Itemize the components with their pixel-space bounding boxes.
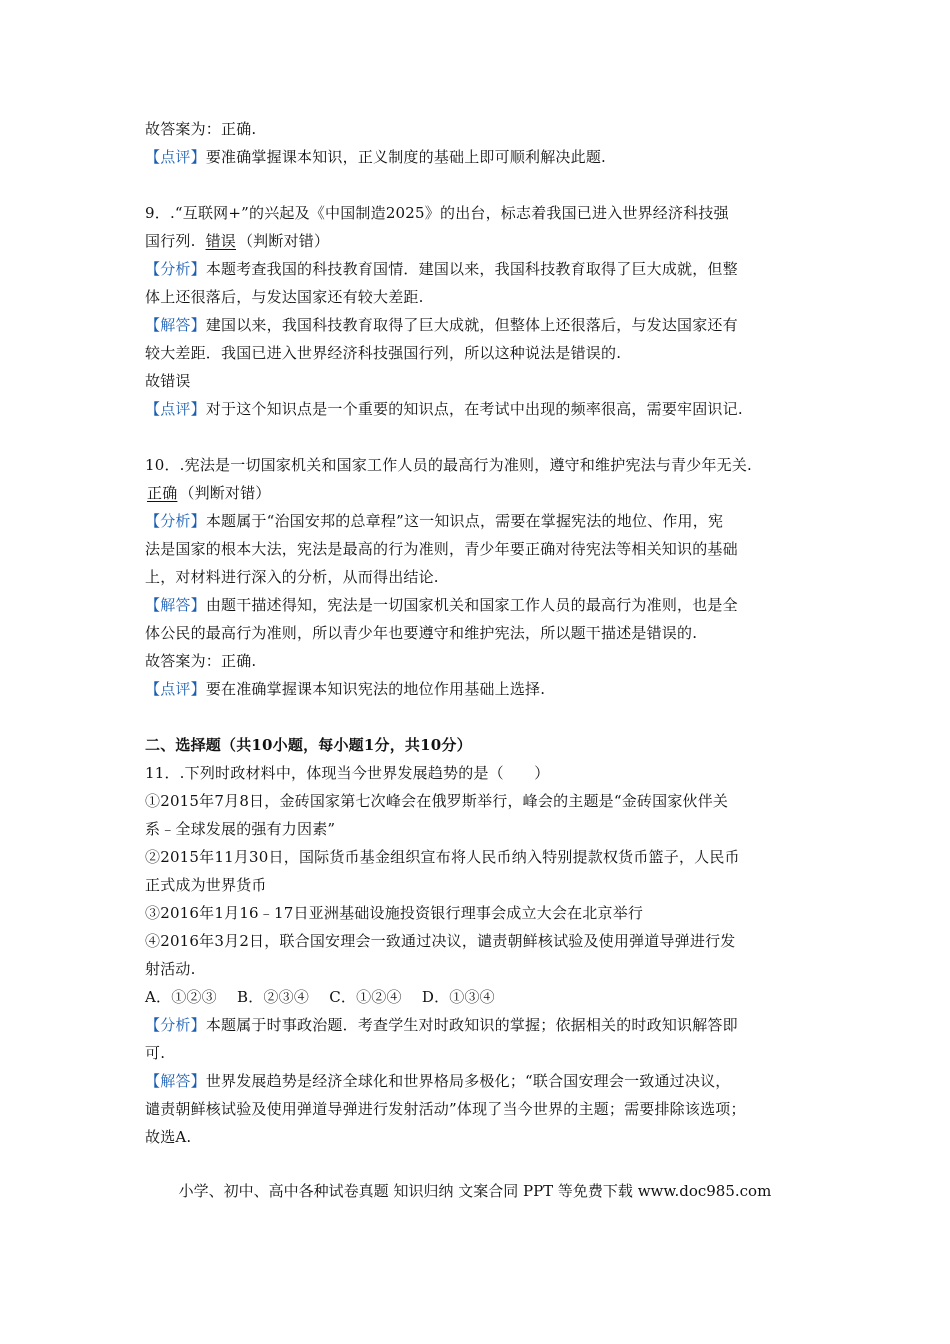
q11-item1-line1: ①2015年7月8日，金砖国家第七次峰会在俄罗斯举行，峰会的主题是“金砖国家伙伴关: [145, 792, 729, 810]
q10-analysis-text: 本题属于“治国安邦的总章程”这一知识点，需要在掌握宪法的地位、作用，宪: [205, 512, 724, 530]
q11-item4-line2: 射活动.: [145, 960, 196, 978]
q10-solution-text: 由题干描述得知，宪法是一切国家机关和国家工作人员的最高行为准则，也是全: [205, 596, 738, 614]
q9-stem-pre: 国行列.: [145, 232, 196, 250]
q9-comment-text: 对于这个知识点是一个重要的知识点，在考试中出现的频率很高，需要牢固识记.: [205, 400, 743, 418]
q11-solution-line1: [145, 1071, 731, 1091]
q9-stem-line2: [145, 231, 329, 251]
q10-analysis-line1: [145, 511, 723, 531]
q10-analysis-line2: 法是国家的根本大法，宪法是最高的行为准则，青少年要正确对待宪法等相关知识的基础: [145, 540, 738, 558]
q11-solution-line2: 谴责朝鲜核试验及使用弹道导弹进行发射活动”体现了当今世界的主题；需要排除该选项；: [145, 1100, 746, 1118]
q9-solution-text: 建国以来，我国科技教育取得了巨大成就，但整体上还很落后，与发达国家还有: [205, 316, 738, 334]
q11-item3: ③2016年1月16﹣17日亚洲基础设施投资银行理事会成立大会在北京举行: [145, 904, 644, 922]
q11-solution-text: 世界发展趋势是经济全球化和世界格局多极化；“联合国安理会一致通过决议，: [205, 1072, 731, 1090]
q9-solution-line2: 较大差距．我国已进入世界经济科技强国行列，所以这种说法是错误的.: [145, 344, 622, 362]
q9-answer-blank: 错误: [205, 232, 236, 250]
comment-tag: 【点评】: [145, 400, 206, 418]
q9-conclusion: 故错误: [145, 372, 191, 390]
q11-item1-line2: 系﹣全球发展的强有力因素”: [145, 820, 336, 838]
q10-stem-post: （判断对错）: [179, 484, 271, 502]
q11-conclusion: 故选A.: [145, 1128, 192, 1146]
q10-stem-line2: [145, 483, 271, 503]
q11-options: A．①②③ B．②③④ C．①②④ D．①③④: [145, 988, 495, 1006]
q11-item2-line2: 正式成为世界货币: [145, 876, 267, 894]
q9-analysis-line1: [145, 259, 738, 279]
comment-tag: 【点评】: [145, 148, 206, 166]
q10-comment: [145, 679, 545, 699]
solution-tag: 【解答】: [145, 316, 206, 334]
q11-analysis-text: 本题属于时事政治题．考查学生对时政知识的掌握；依据相关的时政知识解答即: [205, 1016, 738, 1034]
q10-solution-line2: 体公民的最高行为准则，所以青少年也要遵守和维护宪法，所以题干描述是错误的.: [145, 624, 698, 642]
q10-solution-line1: [145, 595, 738, 615]
solution-tag: 【解答】: [145, 1072, 206, 1090]
section-heading: 二、选择题（共10小题，每小题1分，共10分）: [145, 736, 472, 754]
q10-answer-blank: 正确: [147, 484, 178, 502]
page-footer: 小学、初中、高中各种试卷真题 知识归纳 文案合同 PPT 等免费下载 www.doc985.com: [178, 1182, 772, 1200]
q10-comment-text: 要在准确掌握课本知识宪法的地位作用基础上选择.: [205, 680, 546, 698]
q10-analysis-line3: 上，对材料进行深入的分析，从而得出结论.: [145, 568, 439, 586]
q10-stem-line1: 10．.宪法是一切国家机关和国家工作人员的最高行为准则，遵守和维护宪法与青少年无关.: [145, 456, 753, 474]
q11-analysis-line1: [145, 1015, 738, 1035]
q9-analysis-line2: 体上还很落后，与发达国家还有较大差距.: [145, 288, 424, 306]
q11-item4-line1: ④2016年3月2日，联合国安理会一致通过决议，谴责朝鲜核试验及使用弹道导弹进行发: [145, 932, 736, 950]
q11-stem: 11．.下列时政材料中，体现当今世界发展趋势的是（ ）: [145, 764, 550, 782]
top-comment-text: 要准确掌握课本知识，正义制度的基础上即可顺利解决此题.: [205, 148, 606, 166]
analysis-tag: 【分析】: [145, 260, 206, 278]
q11-analysis-line2: 可.: [145, 1044, 166, 1062]
q10-answer: 故答案为：正确.: [145, 652, 257, 670]
q9-comment: [145, 399, 743, 419]
solution-tag: 【解答】: [145, 596, 206, 614]
q9-stem-post: （判断对错）: [237, 232, 330, 250]
q11-item2-line1: ②2015年11月30日，国际货币基金组织宣布将人民币纳入特别提款权货币篮子，人民币: [145, 848, 740, 866]
q9-stem-line1: 9．.“互联网+”的兴起及《中国制造2025》的出台，标志着我国已进入世界经济科技强: [145, 204, 729, 222]
top-answer: 故答案为：正确.: [145, 120, 257, 138]
q9-solution-line1: [145, 315, 738, 335]
comment-tag: 【点评】: [145, 680, 206, 698]
analysis-tag: 【分析】: [145, 1016, 206, 1034]
analysis-tag: 【分析】: [145, 512, 206, 530]
top-comment: [145, 147, 606, 167]
q9-analysis-text: 本题考查我国的科技教育国情．建国以来，我国科技教育取得了巨大成就，但整: [205, 260, 738, 278]
